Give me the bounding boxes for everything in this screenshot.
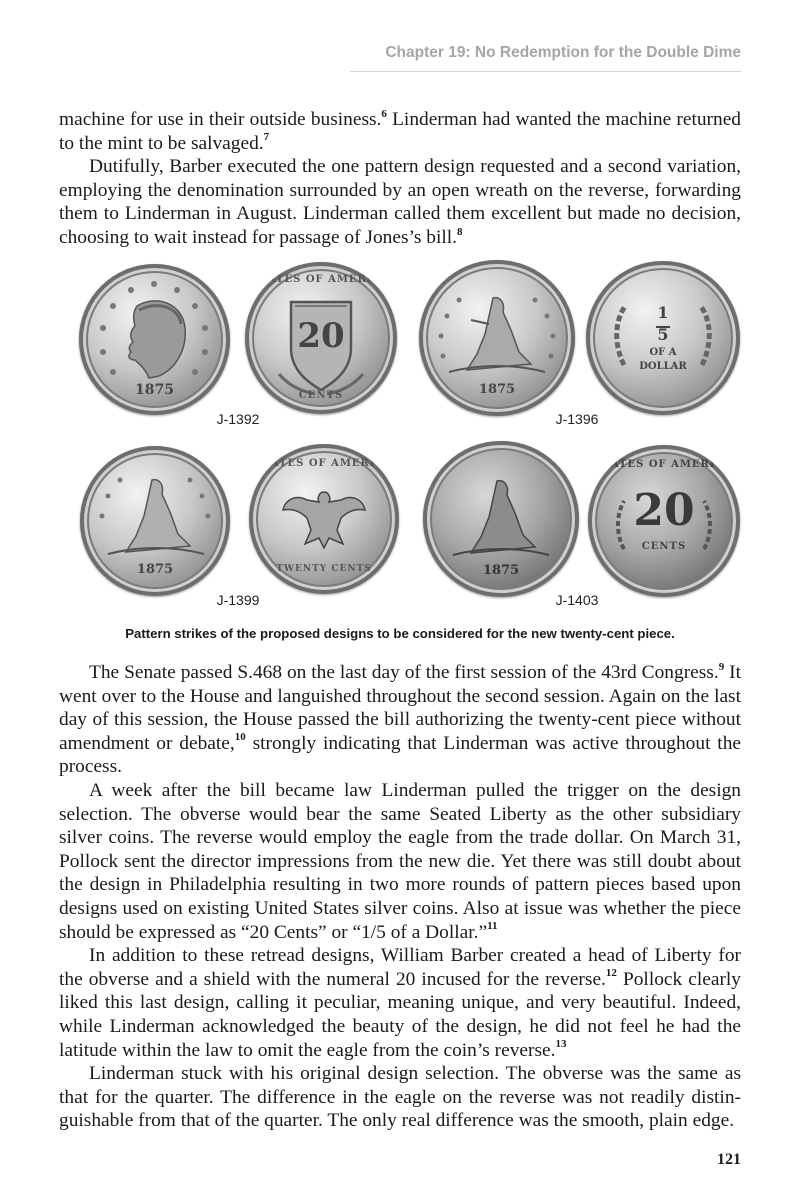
footnote-ref: 9 bbox=[718, 660, 725, 673]
coin-j1403-reverse bbox=[588, 445, 740, 597]
coin-legend-top: STATES OF AMERICA bbox=[251, 274, 391, 285]
fraction-denominator: 5 bbox=[657, 325, 669, 344]
footnote-ref: 7 bbox=[263, 131, 270, 144]
fraction-numerator: 1 bbox=[657, 303, 669, 322]
coin-j1396-reverse bbox=[586, 261, 740, 415]
footnote-ref: 8 bbox=[456, 225, 463, 238]
dollar-legend: DOLLAR bbox=[639, 361, 687, 372]
footnote-ref: 11 bbox=[487, 920, 498, 933]
coin-date: 1875 bbox=[136, 562, 174, 577]
of-a-legend: OF A bbox=[649, 347, 677, 358]
coin-label-j1403: J-1403 bbox=[555, 592, 599, 608]
paragraph: machine for use in their outside business.$^6$ Linderman had wanted the machine returned to the mint to be salvaged.$^7$ bbox=[59, 107, 742, 154]
shield-numeral: 20 bbox=[297, 316, 345, 356]
coin-legend-bottom: CENTS bbox=[641, 541, 687, 552]
coin-legend-top: STATES OF AMERICA bbox=[254, 458, 394, 469]
coin-date: 1875 bbox=[135, 382, 174, 398]
paragraph: Linderman stuck with his original design selection. The obverse was the same as that for the quarter. The difference in the eagle on the reverse was not readily distinguishable from that of the quarter. The only real difference was the smooth, plain edge. bbox=[59, 1063, 741, 1132]
paragraph: The Senate passed S.468 on the last day of the first session of the 43rd Congress.$^9$ It went over to the House and languished throughout the second session. Again on the last day of this session, the House passed the bill authorizing the twenty-cent piece without amendment or debate,$^{10}$ strongly indicating that Linderman was active throughout the process. bbox=[59, 660, 741, 778]
coin-numeral: 20 bbox=[633, 485, 695, 536]
figure-caption: Pattern strikes of the proposed designs to be considered for the new twenty-cent piece. bbox=[125, 626, 675, 641]
paragraph: A week after the bill became law Linderman pulled the trigger on the design selection. The obverse would bear the same Seated Liberty as the other subsidiary silver coins. The reverse would employ the eagle from the trade dollar. On March 31, Pollock sent the director impressions from the new die. Yet there was still doubt about the design in Philadelphia resulting in two more rounds of pattern pieces based upon designs used on existing United States silver coins. Also at issue was whether the piece should be expressed as “20 Cents” or “1/5 of a Dollar.”$^{11}$ bbox=[59, 779, 741, 943]
coin-legend-top: STATES OF AMERICA bbox=[594, 459, 734, 470]
running-head: Chapter 19: No Redemption for the Double Dime bbox=[385, 44, 741, 61]
coin-j1403-obverse bbox=[423, 441, 579, 597]
coin-legend-bottom: TWENTY CENTS bbox=[276, 564, 372, 574]
footnote-ref: 13 bbox=[555, 1038, 567, 1051]
coin-j1399-reverse bbox=[249, 444, 399, 594]
footnote-ref: 12 bbox=[605, 967, 617, 980]
footnote-ref: 10 bbox=[234, 731, 246, 744]
coin-date: 1875 bbox=[478, 382, 516, 397]
coin-j1392-reverse bbox=[245, 262, 397, 414]
coin-label-j1396: J-1396 bbox=[555, 411, 599, 427]
coin-j1399-obverse bbox=[80, 446, 230, 596]
paragraph: In addition to these retread designs, William Barber created a head of Liberty for the obverse and a shield with the numeral 20 incused for the reverse.$^{12}$ Pollock clearly liked this last design, calling it peculiar, meaning unique, and very beautiful. Indeed, while Linderman acknowledged the beauty of the design, he did not feel he had the latitude within the law to omit the eagle from the coin’s reverse.$^{13}$ bbox=[59, 945, 741, 1061]
coin-label-j1399: J-1399 bbox=[216, 592, 260, 608]
coin-date: 1875 bbox=[482, 563, 520, 578]
coin-j1392-obverse bbox=[79, 264, 230, 415]
footnote-ref: 6 bbox=[381, 107, 387, 120]
coin-j1396-obverse bbox=[419, 260, 575, 416]
coin-legend-bottom: CENTS bbox=[298, 390, 344, 401]
paragraph: Dutifully, Barber executed the one pattern design requested and a second variation, employing the denomination surrounded by an open wreath on the reverse, forwarding them to Linderman in August. Linderman called them excellent but made no decision, choosing to wait instead for passage of Jones’s bill.$^8$ bbox=[59, 156, 741, 248]
bottom-text-block bbox=[59, 661, 741, 1133]
coin-label-j1392: J-1392 bbox=[216, 411, 260, 427]
page-number: 121 bbox=[717, 1151, 741, 1168]
